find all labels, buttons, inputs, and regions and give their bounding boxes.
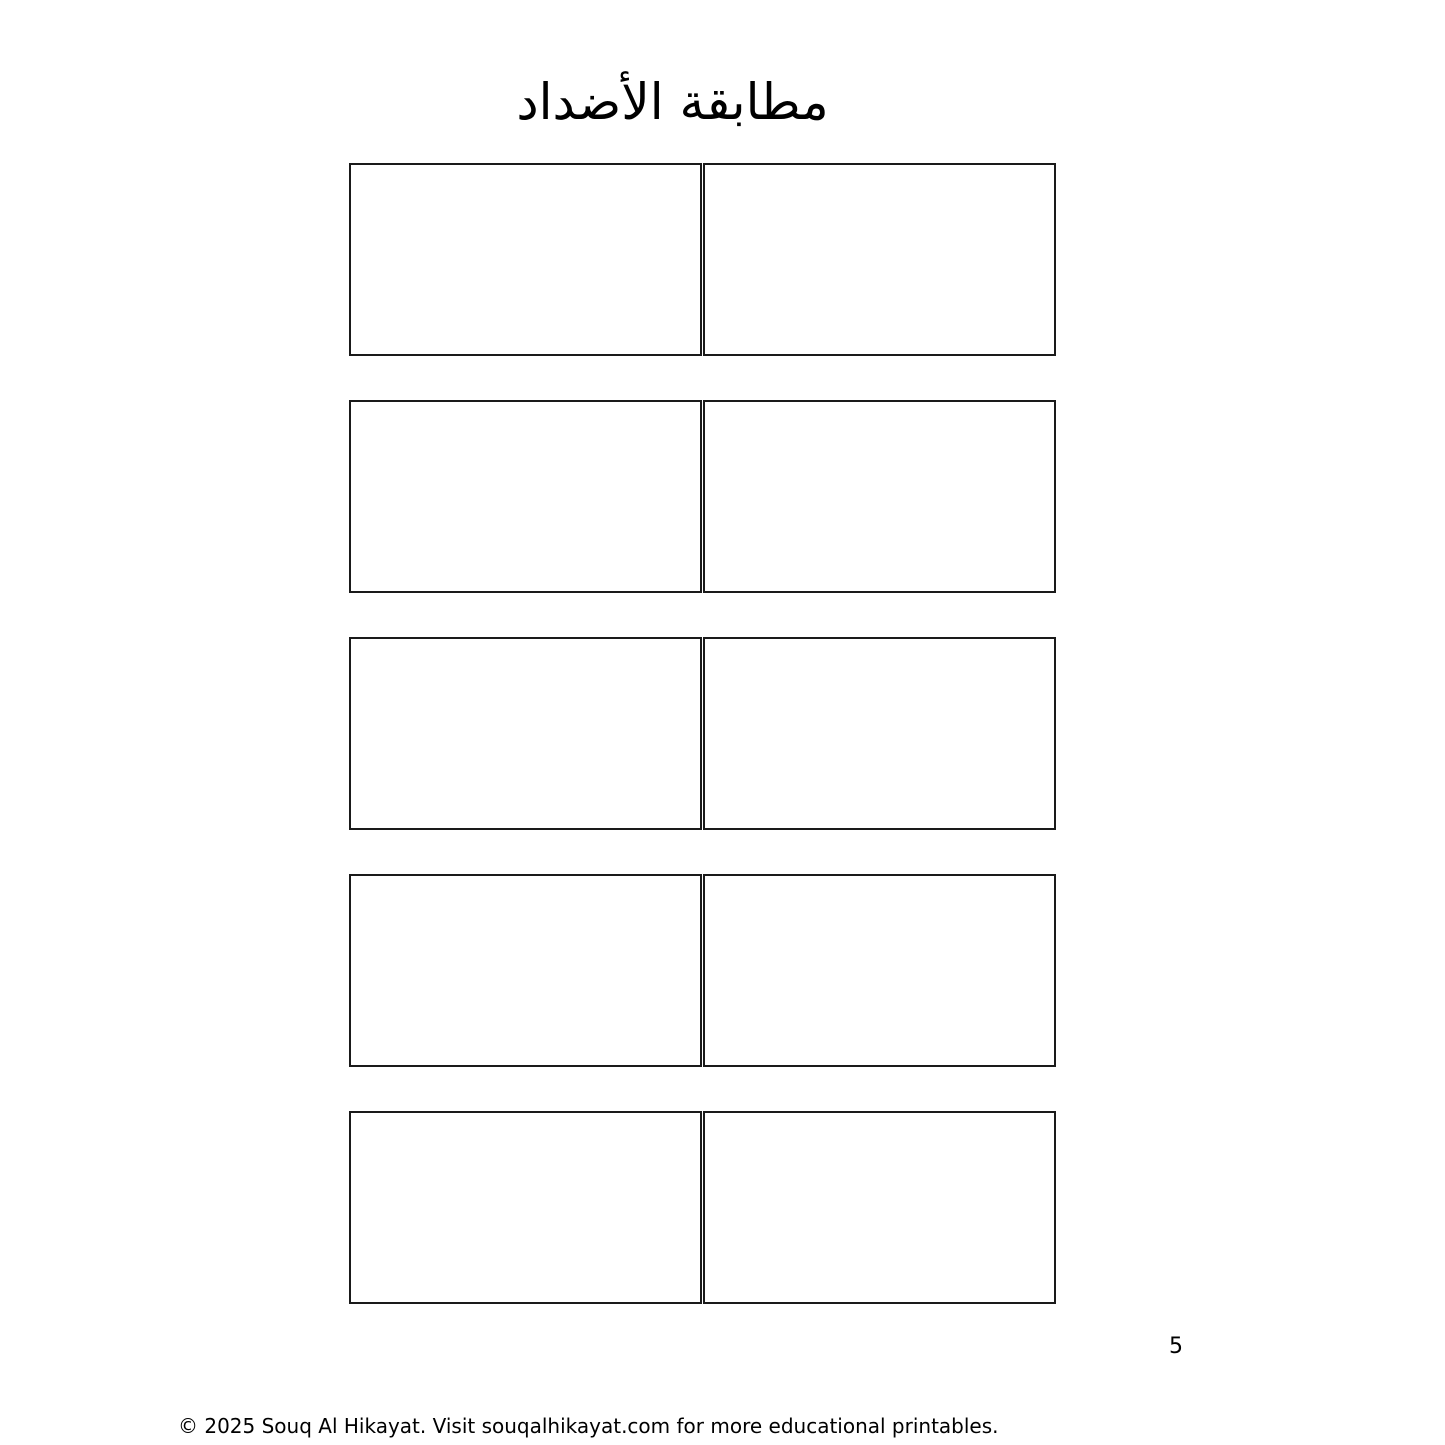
- grid-row-4: [349, 874, 1057, 1067]
- answer-box-right[interactable]: [703, 163, 1056, 356]
- page-number: 5: [1169, 1334, 1183, 1359]
- grid-row-1: [349, 163, 1057, 356]
- answer-box-right[interactable]: [703, 1111, 1056, 1304]
- grid-row-2: [349, 400, 1057, 593]
- answer-box-left[interactable]: [349, 874, 702, 1067]
- answer-box-right[interactable]: [703, 874, 1056, 1067]
- grid-row-3: [349, 637, 1057, 830]
- answer-box-left[interactable]: [349, 1111, 702, 1304]
- answer-box-right[interactable]: [703, 637, 1056, 830]
- answer-box-left[interactable]: [349, 637, 702, 830]
- answer-box-right[interactable]: [703, 400, 1056, 593]
- page-title: مطابقة الأضداد: [516, 73, 829, 131]
- grid-row-5: [349, 1111, 1057, 1304]
- answer-box-left[interactable]: [349, 400, 702, 593]
- answer-box-left[interactable]: [349, 163, 702, 356]
- copyright-footer: © 2025 Souq Al Hikayat. Visit souqalhikayat.com for more educational printables.: [178, 1414, 999, 1438]
